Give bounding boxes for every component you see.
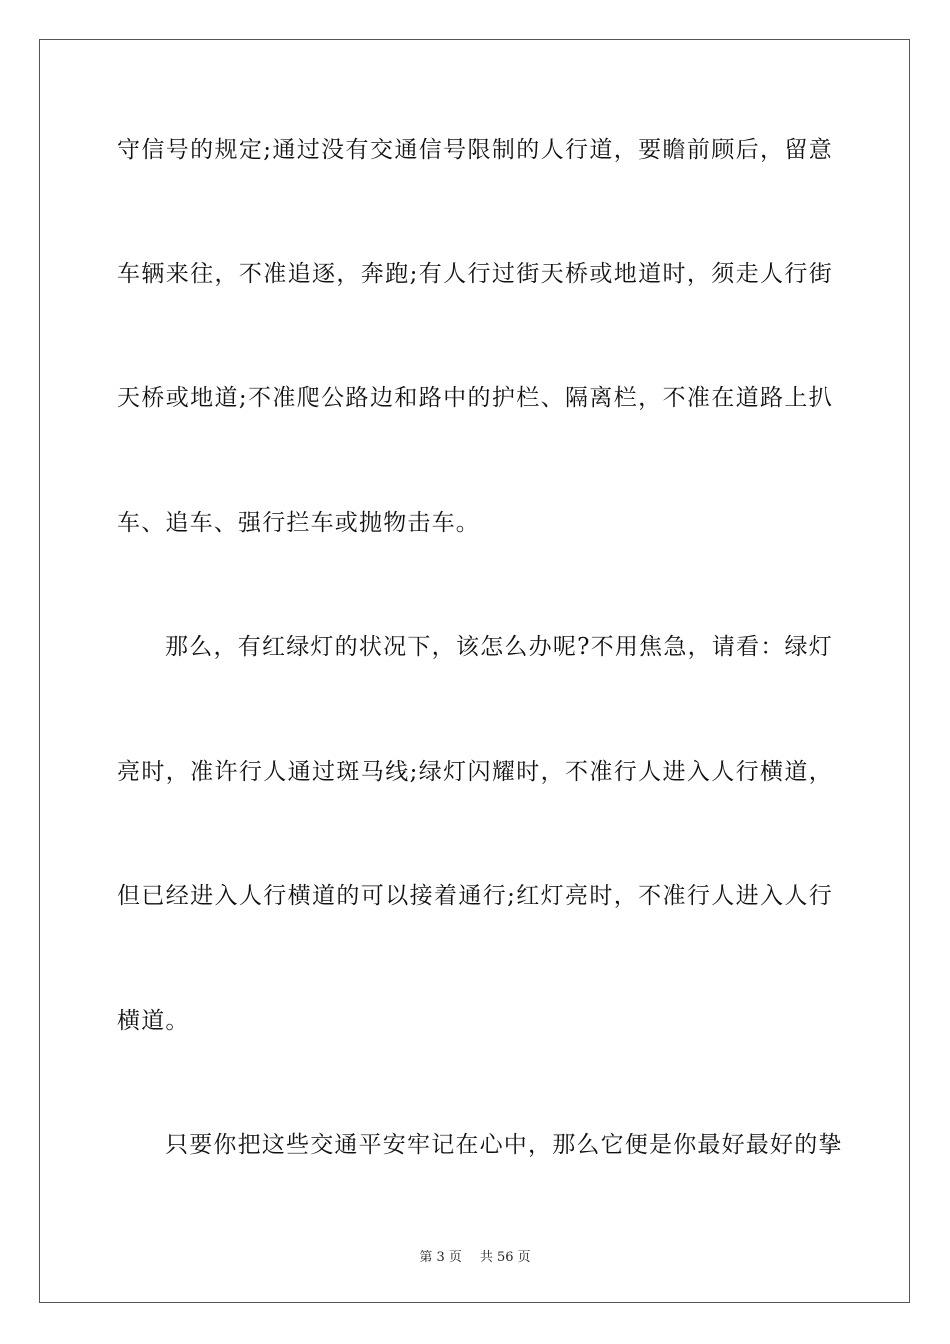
page-total: 共 56 页 bbox=[479, 1250, 531, 1265]
text-line: 天桥或地道;不准爬公路边和路中的护栏、隔离栏，不准在道路上扒 bbox=[117, 385, 833, 411]
page-frame bbox=[39, 39, 910, 1303]
paragraph-first-line: 只要你把这些交通平安牢记在心中，那么它便是你最好最好的挚 bbox=[165, 1132, 843, 1158]
text-line: 守信号的规定;通过没有交通信号限制的人行道，要瞻前顾后，留意 bbox=[117, 137, 833, 163]
text-line: 横道。 bbox=[117, 1008, 190, 1034]
page-number: 第 3 页 bbox=[419, 1250, 462, 1265]
paragraph-first-line: 那么，有红绿灯的状况下，该怎么办呢?不用焦急，请看：绿灯 bbox=[165, 634, 833, 660]
text-line: 但已经进入人行横道的可以接着通行;红灯亮时，不准行人进入人行 bbox=[117, 883, 833, 909]
page-footer bbox=[0, 1248, 950, 1268]
text-line: 车、追车、强行拦车或抛物击车。 bbox=[117, 510, 480, 536]
text-line: 车辆来往，不准追逐，奔跑;有人行过街天桥或地道时，须走人行街 bbox=[117, 261, 833, 287]
text-line: 亮时，准许行人通过斑马线;绿灯闪耀时，不准行人进入人行横道， bbox=[117, 759, 833, 785]
